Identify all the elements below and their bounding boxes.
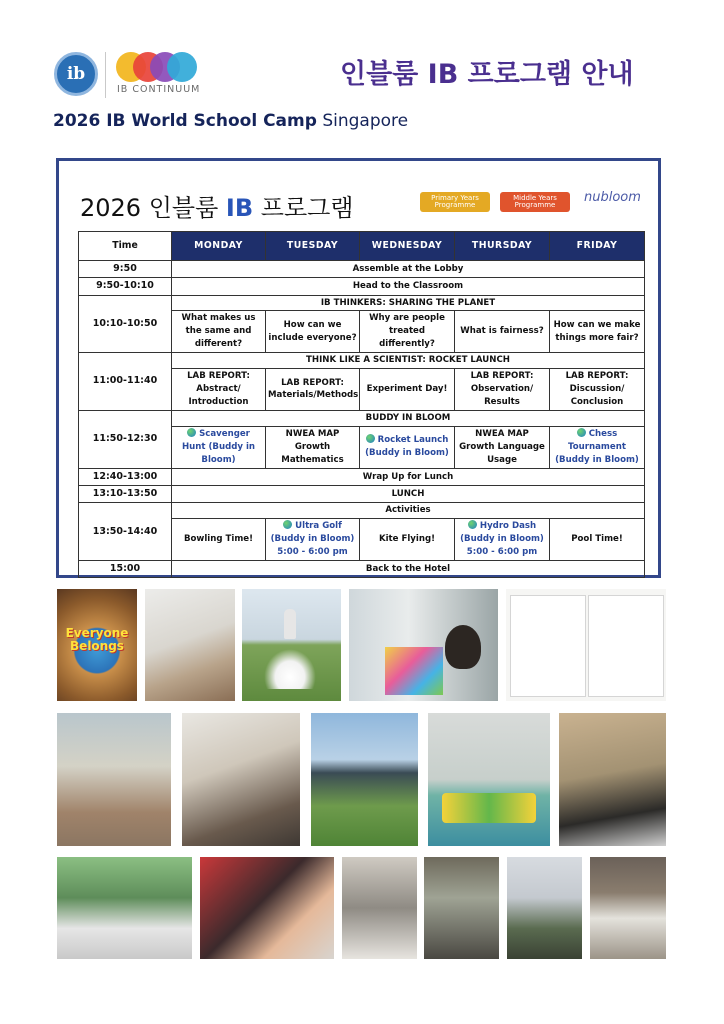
photo-outdoor-kids (559, 713, 666, 846)
photo-outdoor-group (57, 857, 192, 959)
ib-logo-text: ib (66, 64, 86, 84)
time-cell: 13:50-14:40 (79, 503, 172, 561)
activity-cell (360, 426, 455, 468)
time-cell: 11:50-12:30 (79, 410, 172, 468)
subtitle-bold: 2026 IB World School Camp (53, 111, 317, 131)
photo-students-poster (349, 589, 498, 701)
page-title: 인블룸 IB 프로그램 안내 (340, 59, 634, 90)
buddy-cell-text: Scavenger Hunt (Buddy in Bloom) (181, 429, 256, 465)
table-row (79, 468, 645, 485)
time-cell: 13:10-13:50 (79, 486, 172, 503)
card-title-program: 프로그램 (253, 194, 354, 222)
activity-cell: Bowling Time! (172, 519, 266, 561)
globe-icon (283, 520, 292, 529)
activity-cell: Why are people treated differently? (360, 311, 455, 353)
page-subtitle (53, 111, 408, 131)
pyp-badge: Primary Years Programme (420, 192, 490, 212)
activity-cell: Experiment Day! (360, 368, 455, 410)
buddy-cell-text: Hydro Dash (Buddy in Bloom) 5:00 - 6:00 pm (460, 521, 544, 558)
table-header-row (79, 232, 645, 261)
day-header: FRIDAY (550, 232, 645, 261)
span-cell: Assemble at the Lobby (172, 261, 645, 278)
photo-tree (507, 857, 582, 959)
activity-cell: NWEA MAP Growth Language Usage (455, 426, 550, 468)
activity-cell: LAB REPORT: Abstract/ Introduction (172, 368, 266, 410)
schedule-table (78, 231, 645, 578)
photo-everyone-belongs-poster (57, 589, 137, 701)
photo-group-kids (57, 713, 171, 846)
globe-icon (468, 520, 477, 529)
day-header: WEDNESDAY (360, 232, 455, 261)
table-row (79, 278, 645, 295)
span-cell: LUNCH (172, 486, 645, 503)
time-cell: 12:40-13:00 (79, 468, 172, 485)
globe-icon (187, 428, 196, 437)
time-cell: 15:00 (79, 561, 172, 578)
table-row (79, 410, 645, 426)
time-header: Time (79, 232, 172, 261)
activity-cell: How can we make things more fair? (550, 311, 645, 353)
photo-field-game (311, 713, 418, 846)
card-title-ib: IB (225, 194, 254, 222)
ib-continuum-logo (116, 52, 198, 82)
activity-cell (455, 519, 550, 561)
day-header: MONDAY (172, 232, 266, 261)
section-header: THINK LIKE A SCIENTIST: ROCKET LAUNCH (172, 353, 645, 369)
buddy-cell-text: Rocket Launch (Buddy in Bloom) (365, 435, 449, 459)
buddy-cell-text: Chess Tournament (Buddy in Bloom) (555, 429, 639, 465)
photo-kids-selfie (200, 857, 334, 959)
span-cell: Wrap Up for Lunch (172, 468, 645, 485)
table-row (79, 295, 645, 311)
photo-worksheets (506, 589, 666, 701)
photo-writing (145, 589, 235, 701)
activity-cell: What is fairness? (455, 311, 550, 353)
continuum-label: IB CONTINUUM (117, 84, 201, 95)
globe-icon (577, 428, 586, 437)
globe-icon (366, 434, 375, 443)
activity-cell: LAB REPORT: Observation/ Results (455, 368, 550, 410)
activity-cell: NWEA MAP Growth Mathematics (266, 426, 360, 468)
table-row (79, 353, 645, 369)
activity-cell: Kite Flying! (360, 519, 455, 561)
section-header: Activities (172, 503, 645, 519)
span-cell: Head to the Classroom (172, 278, 645, 295)
activity-cell (550, 426, 645, 468)
card-title (80, 188, 354, 223)
photo-hydro-dash (428, 713, 550, 846)
table-row (79, 503, 645, 519)
photo-classroom (342, 857, 417, 959)
myp-badge: Middle Years Programme (500, 192, 570, 212)
activity-cell: LAB REPORT: Materials/Methods (266, 368, 360, 410)
table-row (79, 486, 645, 503)
span-cell: Back to the Hotel (172, 561, 645, 578)
photo-rocket-launch (242, 589, 341, 701)
section-header: BUDDY IN BLOOM (172, 410, 645, 426)
activity-cell: Pool Time! (550, 519, 645, 561)
time-cell: 10:10-10:50 (79, 295, 172, 353)
time-cell: 11:00-11:40 (79, 353, 172, 411)
poster-text: Everyone Belongs (65, 626, 129, 654)
activity-cell: What makes us the same and different? (172, 311, 266, 353)
activity-cell (172, 426, 266, 468)
ib-logo (54, 52, 98, 96)
time-cell: 9:50-10:10 (79, 278, 172, 295)
time-cell: 9:50 (79, 261, 172, 278)
table-row (79, 561, 645, 578)
photo-building-group (590, 857, 666, 959)
photo-chess (182, 713, 300, 846)
day-header: TUESDAY (266, 232, 360, 261)
buddy-cell-text: Ultra Golf (Buddy in Bloom) 5:00 - 6:00 pm (270, 521, 355, 558)
activity-cell: How can we include everyone? (266, 311, 360, 353)
subtitle-location: Singapore (322, 111, 409, 131)
card-title-year: 2026 인블룸 (80, 194, 226, 222)
nubloom-logo: nubloom (584, 190, 641, 205)
logo-divider (105, 52, 106, 98)
activity-cell: LAB REPORT: Discussion/ Conclusion (550, 368, 645, 410)
activity-cell (266, 519, 360, 561)
section-header: IB THINKERS: SHARING THE PLANET (172, 295, 645, 311)
photo-cafe (424, 857, 499, 959)
day-header: THURSDAY (455, 232, 550, 261)
table-row (79, 261, 645, 278)
